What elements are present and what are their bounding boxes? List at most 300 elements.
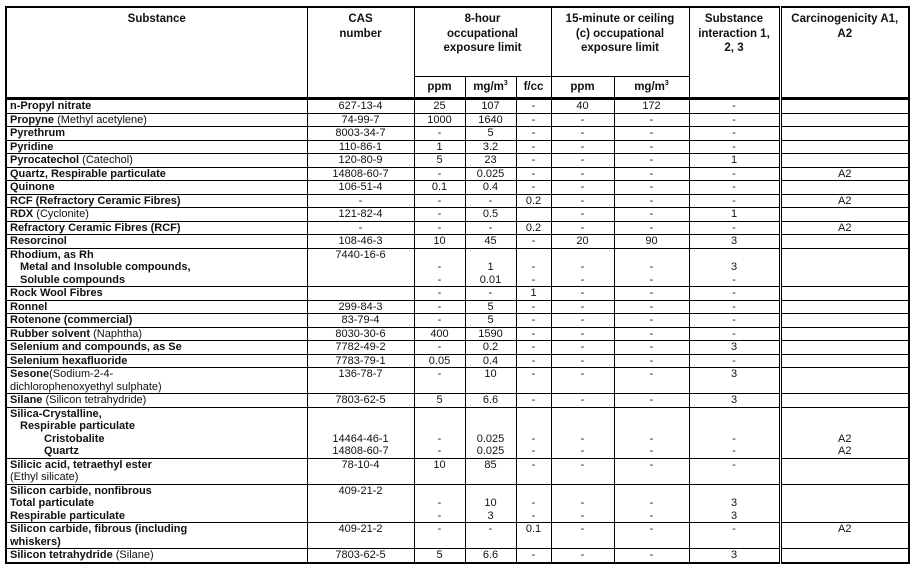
cell-value: - — [488, 221, 493, 234]
cell-cas-number — [307, 127, 414, 141]
substance-name: Silicon tetrahydride — [10, 549, 113, 561]
cell-value: - — [531, 235, 536, 247]
substance-name: Silicic acid, tetraethyl ester — [10, 458, 152, 471]
cell-mg-m3-15min — [614, 368, 689, 394]
cell-substance — [6, 248, 307, 287]
cell-fcc-8h — [516, 208, 551, 222]
cell-value: - — [437, 221, 442, 234]
cell-value — [418, 249, 462, 262]
table-row — [6, 354, 909, 368]
cell-mg-m3-15min — [614, 181, 689, 195]
cell-mg-m3-15min — [614, 208, 689, 222]
cell-ppm-8h — [414, 113, 465, 127]
cell-value: - — [732, 300, 736, 313]
cell-value: - — [649, 341, 654, 353]
cell-value — [311, 420, 411, 433]
cell-ppm-8h — [414, 99, 465, 114]
cell-carcinogenicity — [780, 523, 909, 549]
cell-value — [520, 381, 548, 394]
cell-carcinogenicity — [780, 194, 909, 208]
cell-value: 90 — [645, 235, 658, 247]
cell-value: 45 — [484, 235, 497, 247]
substance-line — [10, 510, 304, 523]
cell-value: - — [437, 208, 442, 220]
cell-fcc-8h — [516, 113, 551, 127]
substance-synonym: dichlorophenoxyethyl sulphate) — [10, 380, 162, 393]
substance-name: RCF (Refractory Ceramic Fibres) — [10, 194, 181, 207]
cell-mg-m3-15min — [614, 113, 689, 127]
substance-line — [10, 222, 304, 235]
cell-value: - — [488, 523, 493, 535]
cell-mg-m3-15min — [614, 287, 689, 301]
cell-value: 8030-30-6 — [335, 327, 386, 340]
cell-ppm-8h — [414, 549, 465, 563]
substance-line — [10, 536, 304, 549]
cell-value: - — [437, 300, 442, 313]
cell-value — [311, 408, 411, 421]
cell-value: 3 — [730, 497, 738, 509]
cell-value: - — [580, 140, 585, 153]
cell-value: - — [531, 354, 536, 367]
table-row — [6, 484, 909, 523]
cell-substance — [6, 354, 307, 368]
substance-name: Pyridine — [10, 140, 54, 153]
cell-substance — [6, 341, 307, 355]
cell-value: 5 — [487, 127, 494, 139]
substance-line — [10, 181, 304, 194]
cell-value — [785, 368, 906, 381]
table-row — [6, 140, 909, 154]
cell-value: 23 — [484, 154, 497, 166]
cell-value: 409-21-2 — [338, 523, 383, 535]
cell-value: 0.2 — [482, 341, 499, 353]
cell-carcinogenicity — [780, 113, 909, 127]
cell-mg-m3-8h — [465, 300, 516, 314]
cell-value: - — [580, 445, 585, 457]
cell-value: - — [437, 341, 442, 353]
cell-value — [311, 381, 411, 394]
cell-mg-m3-8h — [465, 248, 516, 287]
cell-value: - — [649, 523, 654, 535]
cell-carcinogenicity — [780, 287, 909, 301]
substance-name: Respirable particulate — [20, 420, 135, 432]
header-carcinogenicity: Carcinogenicity A1, A2 — [780, 7, 909, 99]
cell-substance-interaction — [689, 341, 780, 355]
substance-name: Rubber solvent — [10, 327, 91, 340]
cell-ppm-8h — [414, 341, 465, 355]
cell-substance — [6, 287, 307, 301]
cell-fcc-8h — [516, 354, 551, 368]
cell-mg-m3-8h — [465, 394, 516, 408]
cell-value: - — [531, 273, 536, 286]
cell-value: - — [488, 194, 493, 207]
cell-carcinogenicity — [780, 314, 909, 328]
cell-mg-m3-15min — [614, 341, 689, 355]
table-row — [6, 407, 909, 458]
substance-line — [10, 154, 304, 167]
cell-substance — [6, 99, 307, 114]
cell-value: 5 — [436, 394, 443, 406]
cell-fcc-8h — [516, 484, 551, 523]
cell-value: - — [649, 287, 654, 299]
cell-mg-m3-8h — [465, 99, 516, 114]
cell-mg-m3-15min — [614, 127, 689, 141]
cell-cas-number — [307, 194, 414, 208]
cell-fcc-8h — [516, 221, 551, 235]
cell-value — [469, 249, 513, 262]
cell-value: - — [580, 181, 585, 193]
cell-value: 172 — [642, 100, 661, 112]
cell-value: 108-46-3 — [338, 235, 383, 247]
cell-value — [785, 408, 906, 421]
cell-value: A2 — [838, 221, 852, 234]
cell-value — [618, 408, 686, 421]
cell-value: - — [649, 549, 654, 561]
cell-mg-m3-15min — [614, 394, 689, 408]
cell-value — [693, 249, 776, 262]
cell-mg-m3-8h — [465, 523, 516, 549]
cell-substance — [6, 194, 307, 208]
cell-substance-interaction — [689, 394, 780, 408]
cell-value: - — [580, 497, 585, 509]
cell-carcinogenicity — [780, 181, 909, 195]
cell-fcc-8h — [516, 127, 551, 141]
cell-value: - — [580, 523, 585, 535]
cell-value: - — [649, 458, 654, 471]
cell-value — [555, 381, 611, 394]
cell-mg-m3-15min — [614, 167, 689, 181]
cell-value: - — [649, 497, 654, 509]
cell-value — [785, 114, 906, 127]
cell-value: - — [649, 445, 654, 457]
cell-substance — [6, 394, 307, 408]
cell-value: - — [531, 113, 536, 126]
cell-substance-interaction — [689, 208, 780, 222]
cell-value — [520, 420, 548, 433]
cell-value: - — [437, 314, 442, 326]
cell-substance-interaction — [689, 248, 780, 287]
cell-value: - — [732, 140, 736, 153]
cell-ppm-15min — [551, 127, 614, 141]
cell-ppm-15min — [551, 327, 614, 341]
cell-ppm-15min — [551, 300, 614, 314]
cell-value: - — [732, 113, 736, 126]
substance-line — [10, 314, 304, 327]
substance-name: Rhodium, as Rh — [10, 248, 94, 261]
cell-value: - — [732, 221, 736, 234]
cell-substance-interaction — [689, 221, 780, 235]
cell-value: - — [531, 458, 536, 471]
cell-carcinogenicity — [780, 394, 909, 408]
cell-mg-m3-8h — [465, 327, 516, 341]
cell-value: 8003-34-7 — [335, 127, 386, 139]
cell-value: - — [531, 300, 536, 313]
cell-value: - — [531, 261, 536, 273]
cell-ppm-15min — [551, 354, 614, 368]
cell-cas-number — [307, 99, 414, 114]
cell-substance-interaction — [689, 99, 780, 114]
cell-ppm-8h — [414, 368, 465, 394]
cell-value: 5 — [436, 154, 443, 166]
cell-ppm-8h — [414, 235, 465, 249]
substance-name: Propyne — [10, 113, 55, 126]
cell-value — [785, 181, 906, 194]
cell-value: - — [437, 432, 442, 445]
cell-substance-interaction — [689, 235, 780, 249]
cell-ppm-15min — [551, 341, 614, 355]
cell-value: A2 — [838, 523, 852, 535]
cell-mg-m3-15min — [614, 154, 689, 168]
subheader-mg-m3-8h: $mg/m^3$ — [465, 77, 516, 99]
cell-cas-number — [307, 341, 414, 355]
cell-fcc-8h — [516, 287, 551, 301]
cell-mg-m3-8h — [465, 194, 516, 208]
cell-value: 10 — [484, 368, 497, 380]
table-row — [6, 127, 909, 141]
substance-line — [10, 235, 304, 248]
substance-name: Respirable particulate — [10, 509, 125, 522]
cell-value: - — [580, 509, 585, 522]
cell-value: 14808-60-7 — [332, 167, 389, 180]
cell-value: - — [531, 327, 536, 340]
cell-value: - — [649, 167, 654, 180]
cell-ppm-15min — [551, 287, 614, 301]
cell-mg-m3-15min — [614, 407, 689, 458]
cell-value — [618, 381, 686, 394]
table-row — [6, 341, 909, 355]
cell-value: 3 — [730, 394, 738, 406]
cell-substance-interaction — [689, 314, 780, 328]
table-row — [6, 221, 909, 235]
cell-ppm-8h — [414, 354, 465, 368]
cell-value — [785, 314, 906, 327]
cell-value: 3 — [730, 235, 738, 247]
substance-name: Resorcinol — [10, 235, 67, 247]
substance-line — [10, 261, 304, 274]
cell-value — [418, 485, 462, 498]
cell-value: 0.01 — [479, 273, 502, 286]
substance-line — [10, 341, 304, 354]
cell-value — [693, 408, 776, 421]
cell-value: - — [732, 287, 736, 299]
cell-substance — [6, 327, 307, 341]
cell-mg-m3-8h — [465, 221, 516, 235]
cell-value: - — [580, 287, 585, 299]
cell-fcc-8h — [516, 314, 551, 328]
cell-value: 107 — [481, 100, 500, 112]
cell-value — [785, 235, 906, 248]
cell-fcc-8h — [516, 235, 551, 249]
cell-ppm-15min — [551, 523, 614, 549]
cell-substance-interaction — [689, 549, 780, 563]
cell-value — [785, 127, 906, 140]
subheader-mg-m3-15min: $mg/m^3$ — [614, 77, 689, 99]
cell-value — [520, 208, 548, 221]
cell-value — [693, 485, 776, 498]
table-row — [6, 99, 909, 114]
cell-fcc-8h — [516, 154, 551, 168]
cell-ppm-15min — [551, 140, 614, 154]
cell-value: 14808-60-7 — [332, 445, 389, 457]
cell-value — [785, 249, 906, 262]
cell-value — [618, 420, 686, 433]
cell-substance — [6, 484, 307, 523]
cell-value — [618, 249, 686, 262]
cell-ppm-15min — [551, 181, 614, 195]
cell-substance-interaction — [689, 127, 780, 141]
cell-value — [469, 471, 513, 484]
cell-value: 299-84-3 — [338, 300, 383, 313]
substance-line — [10, 523, 304, 536]
cell-value: - — [580, 273, 585, 286]
cell-mg-m3-15min — [614, 300, 689, 314]
cell-ppm-8h — [414, 394, 465, 408]
cell-substance-interaction — [689, 523, 780, 549]
cell-carcinogenicity — [780, 235, 909, 249]
cell-value: - — [732, 523, 736, 535]
cell-value — [785, 328, 906, 341]
cell-substance-interaction — [689, 484, 780, 523]
cell-ppm-8h — [414, 314, 465, 328]
cell-value: - — [649, 127, 654, 139]
cell-cas-number — [307, 549, 414, 563]
cell-mg-m3-15min — [614, 484, 689, 523]
cell-fcc-8h — [516, 140, 551, 154]
cell-value: 0.5 — [482, 208, 499, 220]
cell-ppm-15min — [551, 235, 614, 249]
cell-ppm-15min — [551, 99, 614, 114]
cell-cas-number — [307, 154, 414, 168]
substance-line — [10, 328, 304, 341]
cell-carcinogenicity — [780, 208, 909, 222]
cell-value — [693, 536, 776, 549]
cell-value — [785, 287, 906, 300]
cell-ppm-8h — [414, 327, 465, 341]
cell-value — [785, 208, 906, 221]
cell-value: 7782-49-2 — [335, 341, 386, 353]
cell-substance — [6, 167, 307, 181]
cell-ppm-15min — [551, 407, 614, 458]
cell-value: 3 — [730, 509, 738, 522]
cell-value: 0.025 — [476, 167, 505, 180]
cell-substance — [6, 221, 307, 235]
substance-synonym: (Silicon tetrahydride) — [42, 394, 147, 406]
substance-name: Ronnel — [10, 300, 48, 313]
cell-value: - — [437, 523, 442, 535]
cell-cas-number — [307, 314, 414, 328]
cell-value — [311, 261, 411, 274]
cell-value: 0.2 — [525, 194, 542, 207]
cell-value: 0.05 — [428, 354, 451, 367]
cell-value: 1590 — [478, 327, 503, 340]
cell-value: - — [531, 394, 536, 406]
cell-value — [785, 485, 906, 498]
substance-name: Selenium hexafluoride — [10, 354, 128, 367]
cell-value: - — [580, 113, 585, 126]
cell-cas-number — [307, 407, 414, 458]
cell-substance — [6, 458, 307, 484]
cell-value: 7803-62-5 — [335, 549, 386, 561]
cell-value: 1 — [530, 287, 537, 299]
cell-ppm-15min — [551, 549, 614, 563]
substance-name: Pyrethrum — [10, 127, 66, 139]
cell-substance — [6, 523, 307, 549]
cell-value: - — [580, 300, 585, 313]
substance-line — [10, 100, 304, 113]
cell-ppm-15min — [551, 221, 614, 235]
cell-value — [418, 471, 462, 484]
cell-value: - — [580, 549, 585, 561]
substance-name: Rock Wool Fibres — [10, 287, 103, 299]
cell-value: - — [649, 509, 654, 522]
cell-fcc-8h — [516, 368, 551, 394]
cell-value — [418, 420, 462, 433]
cell-value: - — [649, 394, 654, 406]
substance-name: Refractory Ceramic Fibres (RCF) — [10, 221, 181, 234]
cell-value: 3 — [730, 341, 738, 353]
cell-value: 1 — [487, 261, 494, 273]
cell-mg-m3-15min — [614, 194, 689, 208]
cell-ppm-8h — [414, 248, 465, 287]
cell-cas-number — [307, 458, 414, 484]
cell-value: - — [732, 445, 736, 457]
cell-value: - — [732, 181, 736, 193]
cell-value — [469, 381, 513, 394]
table-row — [6, 523, 909, 549]
cell-carcinogenicity — [780, 154, 909, 168]
cell-fcc-8h — [516, 248, 551, 287]
cell-value: - — [531, 100, 536, 112]
substance-synonym: (Catechol) — [79, 154, 133, 166]
cell-fcc-8h — [516, 458, 551, 484]
cell-substance-interaction — [689, 140, 780, 154]
cell-ppm-8h — [414, 523, 465, 549]
cell-value: 14464-46-1 — [332, 432, 389, 445]
cell-value: - — [649, 181, 654, 193]
cell-mg-m3-8h — [465, 127, 516, 141]
cell-value: 0.025 — [476, 432, 505, 445]
cell-value: - — [437, 273, 442, 286]
cell-fcc-8h — [516, 549, 551, 563]
header-cas-number: CAS number — [307, 7, 414, 99]
cell-value — [693, 420, 776, 433]
cell-substance-interaction — [689, 407, 780, 458]
subheader-fcc-8h: f/cc — [516, 77, 551, 99]
cell-value: - — [531, 445, 536, 457]
cell-value: - — [649, 154, 654, 166]
cell-value: - — [358, 194, 363, 207]
cell-mg-m3-8h — [465, 113, 516, 127]
cell-value — [418, 536, 462, 549]
cell-value — [418, 408, 462, 421]
table-row — [6, 368, 909, 394]
cell-cas-number — [307, 287, 414, 301]
cell-value: 136-78-7 — [338, 368, 383, 380]
cell-ppm-15min — [551, 113, 614, 127]
cell-value — [618, 471, 686, 484]
cell-mg-m3-8h — [465, 341, 516, 355]
substance-name: whiskers) — [10, 535, 61, 548]
cell-value: 1 — [730, 154, 738, 166]
cell-cas-number — [307, 221, 414, 235]
substance-synonym: (Methyl acetylene) — [54, 113, 147, 126]
cell-value — [520, 485, 548, 498]
cell-fcc-8h — [516, 327, 551, 341]
cell-value: - — [732, 327, 736, 340]
table-row — [6, 314, 909, 328]
cell-cas-number — [307, 394, 414, 408]
cell-value: 409-21-2 — [338, 484, 383, 497]
